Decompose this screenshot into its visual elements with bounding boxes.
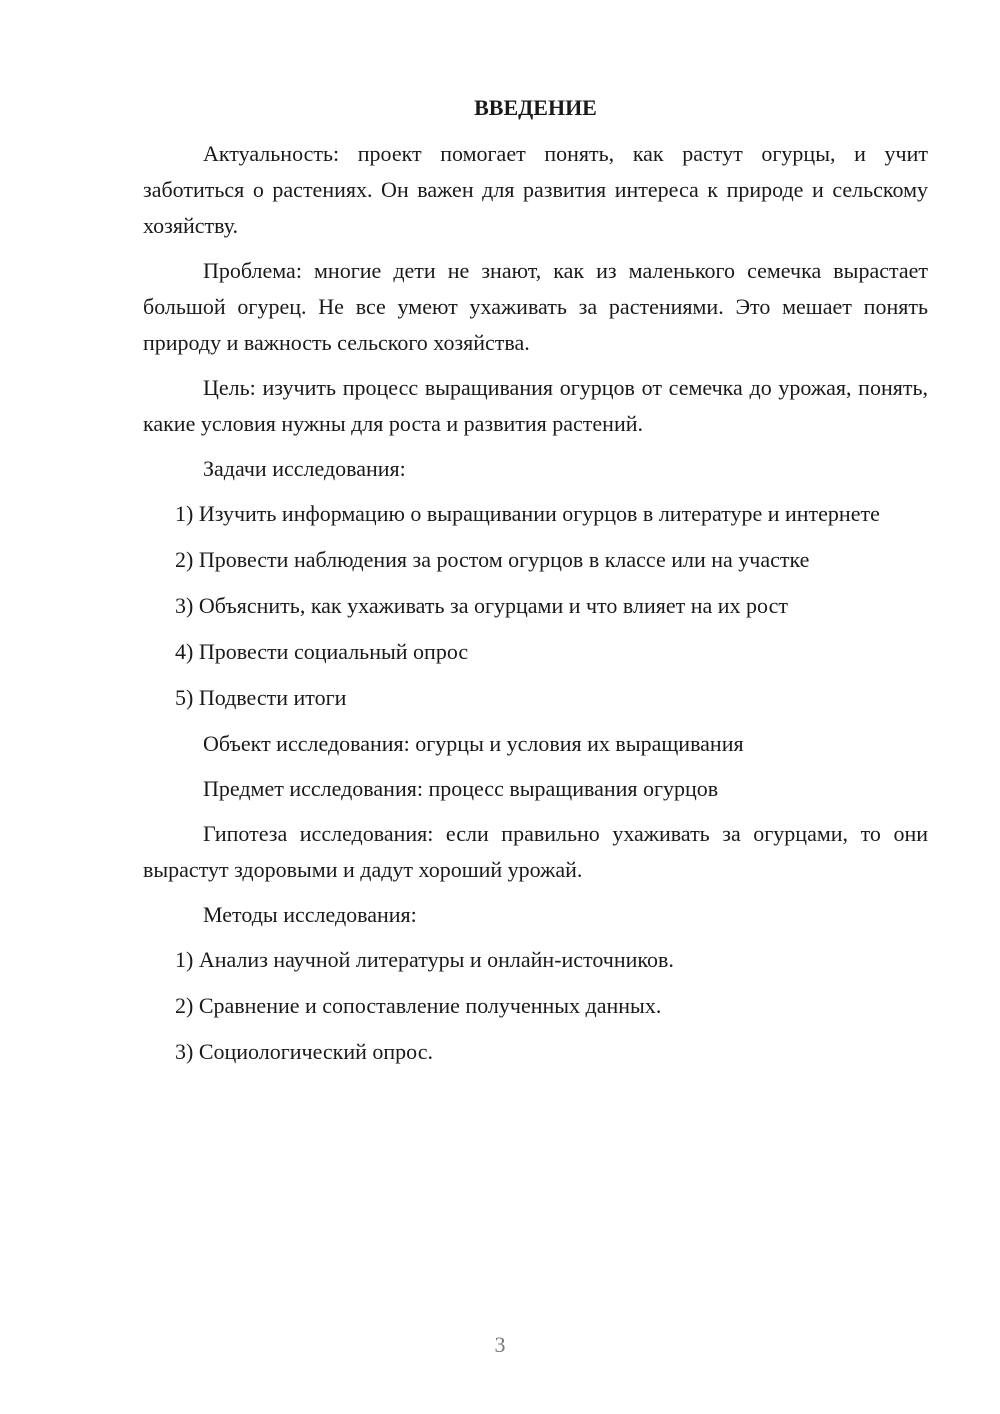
problem-paragraph: Проблема: многие дети не знают, как из маленького семечка вырастает большой огурец. Не все умеют ухаживать за растениями. Это мешает понять природу и важность сельского хозяйства. — [143, 258, 928, 355]
method-item: 3) Социологический опрос. — [175, 1039, 433, 1064]
task-item: 5) Подвести итоги — [175, 685, 347, 710]
task-item: 4) Провести социальный опрос — [175, 639, 469, 664]
research-object: Объект исследования: огурцы и условия их выращивания — [203, 731, 744, 756]
relevance-paragraph: Актуальность: проект помогает понять, как растут огурцы, и учит заботиться о растениях. Он важен для развития интереса к природе и сельскому хозяйству. — [143, 141, 928, 238]
tasks-heading: Задачи исследования: — [203, 456, 406, 481]
task-item: 3) Объяснить, как ухаживать за огурцами и что влияет на их рост — [175, 593, 788, 618]
goal-paragraph: Цель: изучить процесс выращивания огурцов от семечка до урожая, понять, какие условия нужны для роста и развития растений. — [143, 375, 928, 436]
section-title: ВВЕДЕНИЕ — [474, 95, 597, 120]
method-item: 2) Сравнение и сопоставление полученных данных. — [175, 993, 662, 1018]
research-hypothesis: Гипотеза исследования: если правильно ухаживать за огурцами, то они вырастут здоровыми и дадут хороший урожай. — [143, 821, 928, 882]
document-page — [143, 88, 928, 1080]
methods-heading: Методы исследования: — [203, 902, 417, 927]
research-subject: Предмет исследования: процесс выращивания огурцов — [203, 776, 719, 801]
method-item: 1) Анализ научной литературы и онлайн-источников. — [175, 947, 674, 972]
page-number: 3 — [494, 1332, 506, 1357]
task-item: 1) Изучить информацию о выращивании огурцов в литературе и интернете — [175, 501, 880, 526]
task-item: 2) Провести наблюдения за ростом огурцов в классе или на участке — [175, 547, 810, 572]
